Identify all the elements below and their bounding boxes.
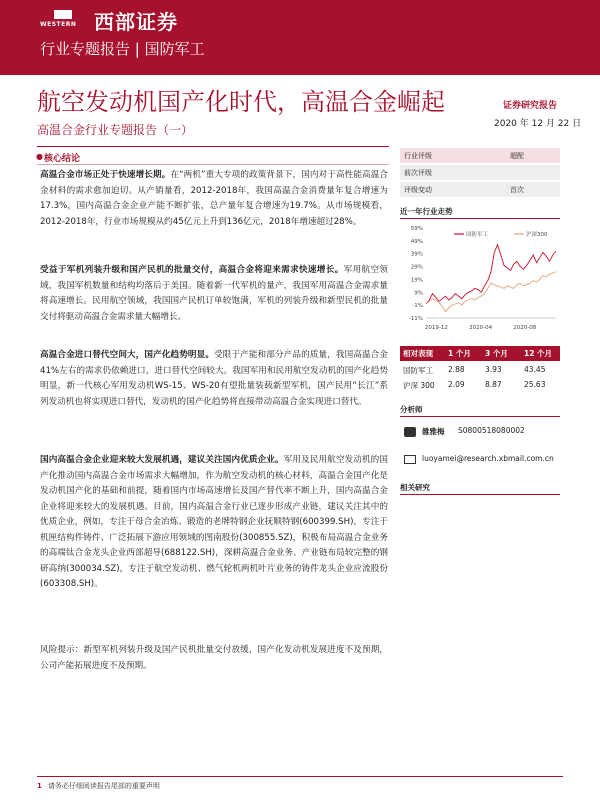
paragraph-lead: 受益于军机列装升级和国产民机的批量交付，高温合金将迎来需求快速增长。 (40, 265, 344, 275)
y-tick-label: -1% (412, 303, 423, 310)
paragraph-lead: 高温合金市场正处于快速增长期。 (40, 170, 171, 180)
company-logo (40, 6, 200, 32)
paragraph-body: 受限于产能和部分产品的质量，我国高温合金41%左右的需求仍依赖进口，进口替代空间较大。我国军用和民用航空发动机的国产化趋势明显，新一代核心军用发动机WS-15、WS-20有望批量装载新型军机，国产民用“长江”系列发动机也将实现进口替代，发动机的国产化趋势将直接带动高温合金实现进口替代。 (40, 350, 388, 407)
y-tick-label: 59% (410, 226, 423, 232)
chart-title-rule (400, 218, 560, 219)
risk-warning: 风险提示：新型军机列装升级及国产民机批量交付放缓，国产化发动机发展进度不及预期，公司产能拓展进度不及预期。 (40, 645, 388, 671)
y-tick-label: 9% (414, 290, 423, 297)
y-tick-label: 49% (410, 238, 423, 245)
rating-row: 前次评级 (400, 165, 560, 180)
related-rule (400, 494, 560, 495)
document-type: 证券研究报告 (503, 101, 558, 111)
logo-text: 西部证券 (94, 10, 178, 34)
legend-label: 沪深300 (526, 232, 548, 238)
report-category: 行业专题报告 | 国防军工 (40, 40, 205, 58)
footer-note: 请务必仔细阅读报告尾部的重要声明 (47, 782, 160, 790)
y-tick-label: 39% (410, 251, 423, 258)
analyst-heading: 分析师 (400, 405, 423, 414)
series-line-0 (426, 245, 556, 304)
table-row: 国防军工 2.88 3.93 43.45 (403, 365, 546, 375)
analyst-email[interactable]: luoyamei@research.xbmail.com.cn (422, 454, 554, 463)
summary-subrule (37, 164, 389, 165)
footer (37, 781, 160, 791)
paragraph-lead: 高温合金进口替代空间大，国产化趋势明显。 (40, 350, 215, 360)
summary-paragraph-1 (40, 168, 388, 230)
trend-chart (400, 222, 560, 332)
summary-paragraph-2 (40, 263, 388, 325)
analyst-cert: S0800518080002 (458, 426, 525, 435)
email-icon (404, 455, 416, 464)
series-line-1 (426, 272, 556, 312)
summary-rule (37, 146, 389, 147)
x-tick-label: 2019-12 (424, 325, 448, 331)
y-tick-label: 29% (410, 264, 423, 271)
table-row: 沪深 300 2.09 8.87 25.63 (403, 380, 546, 390)
report-date: 2020 年 12 月 22 日 (494, 119, 582, 129)
report-title: 航空发动机国产化时代，高温合金崛起 (37, 88, 445, 116)
analyst-name: 雒雅梅 (422, 427, 445, 436)
rating-row: 评级变动 首次 (400, 182, 560, 197)
paragraph-body: 军用航空领域，我国军机数量和结构均落后于美国。随着新一代军机的量产，我国军用高温合金需求量将高速增长。民用航空领域，我国国产民机订单较饱满，军机的列装升级和新型民机的批量交付将驱动高温合金需求量大幅增长。 (40, 265, 388, 322)
paragraph-lead: 国内高温合金企业迎来较大发展机遇，建议关注国内优质企业。 (40, 455, 284, 465)
summary-paragraph-3 (40, 348, 388, 410)
legend-label: 国防军工 (466, 232, 489, 238)
related-heading: 相关研究 (400, 483, 430, 492)
paragraph-body: 军用及民用航空发动机的国产化推动国内高温合金市场需求大幅增加，作为航空发动机的核心材料，高温合金国产化是发动机国产化的基础和前提，随着国内市场高速增长及国产替代率不断上升，国内高温合金企业将迎来较大的发展机遇。目前，国内高温合金行业已逐步形成产业链，建议关注其中的优质企业，例如，专注于母合金冶炼、锻造的老牌特钢企业抚顺特钢(600399.SH)，专注于机匣结构件铸件、广泛拓展下游应用领域的图南股份(300855.SZ)，积极布局高温合金业务的高端钛合金龙头企业西部超导(688122.SH)，深耕高温合金业务、产业链布局较完整的钢研高纳(300034.SZ)，专注于航空发动机、燃气轮机两机叶片业务的铸件龙头企业应流股份(603308.SH)。 (40, 455, 388, 589)
bullet-icon: ● (36, 152, 43, 161)
paragraph-body: 在“两机”重大专项的政策背景下，国内对于高性能高温合金材料的需求愈加迫切。从产销量看，2012-2018年，我国高温合金消费量年复合增速为17.3%，国内高温合金企业产能不断扩张，总产量年复合增速为19.7%。从市场规模看，2012-2018年，行业市场规模从约45亿元上升到136亿元，2018年增速超过28%。 (40, 170, 388, 227)
x-tick-label: 2020-08 (513, 325, 537, 331)
logo-mark-icon: WESTERN (40, 10, 88, 28)
x-tick-label: 2020-04 (469, 325, 493, 331)
summary-paragraph-4 (40, 453, 388, 593)
summary-heading: 核心结论 (44, 154, 81, 164)
chart-title: 近一年行业走势 (400, 207, 453, 216)
y-tick-label: 19% (410, 277, 423, 284)
rating-row: 行业评级 超配 (400, 148, 560, 163)
footer-rule (37, 776, 563, 777)
report-subtitle: 高温合金行业专题报告（一） (37, 123, 194, 137)
analyst-box (400, 416, 560, 483)
performance-header-row: 相对表现 1 个月 3 个月 12 个月 (400, 346, 560, 361)
person-icon (404, 427, 416, 437)
page-number: 1 (37, 782, 42, 790)
y-tick-label: -11% (408, 316, 423, 322)
